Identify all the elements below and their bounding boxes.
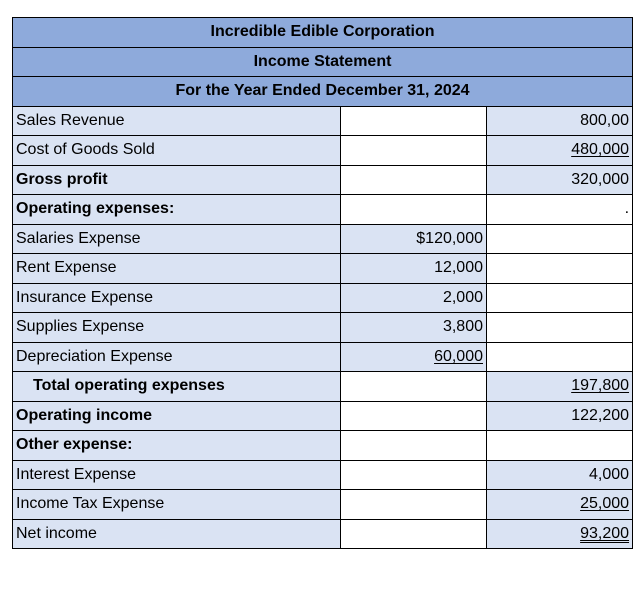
row-label[interactable]: Interest Expense bbox=[13, 460, 341, 490]
row-label[interactable]: Salaries Expense bbox=[13, 224, 341, 254]
table-row-income-tax bbox=[13, 490, 633, 520]
amount-col1[interactable] bbox=[341, 431, 487, 461]
row-label[interactable]: Gross profit bbox=[13, 165, 341, 195]
row-label[interactable]: Income Tax Expense bbox=[13, 490, 341, 520]
table-row-net-income bbox=[13, 519, 633, 549]
table-row-total-operating-expenses bbox=[13, 372, 633, 402]
table-row-insurance bbox=[13, 283, 633, 313]
amount-col1[interactable] bbox=[341, 372, 487, 402]
table-row-sales-revenue bbox=[13, 106, 633, 136]
amount-col1[interactable] bbox=[341, 460, 487, 490]
amount-col1[interactable]: $120,000 bbox=[341, 224, 487, 254]
row-label[interactable]: Sales Revenue bbox=[13, 106, 341, 136]
row-label[interactable]: Supplies Expense bbox=[13, 313, 341, 343]
table-row-other-expense bbox=[13, 431, 633, 461]
amount-col2[interactable]: 4,000 bbox=[487, 460, 633, 490]
amount-col2[interactable] bbox=[487, 431, 633, 461]
table-row-gross-profit bbox=[13, 165, 633, 195]
amount-col2[interactable] bbox=[487, 313, 633, 343]
table-row-operating-expenses bbox=[13, 195, 633, 225]
amount-col2: 480,000 bbox=[571, 141, 630, 159]
row-label[interactable]: Operating income bbox=[13, 401, 341, 431]
company-name: Incredible Edible Corporation bbox=[13, 18, 633, 48]
amount-col1[interactable] bbox=[341, 136, 487, 166]
row-label[interactable]: Net income bbox=[13, 519, 341, 549]
amount-col2[interactable] bbox=[487, 254, 633, 284]
statement-period: For the Year Ended December 31, 2024 bbox=[13, 77, 633, 107]
amount-col2[interactable] bbox=[487, 342, 633, 372]
amount-col2[interactable] bbox=[487, 224, 633, 254]
row-label[interactable]: Depreciation Expense bbox=[13, 342, 341, 372]
statement-title: Income Statement bbox=[13, 47, 633, 77]
table-row-interest bbox=[13, 460, 633, 490]
amount-col1: 60,000 bbox=[434, 347, 483, 365]
amount-col1[interactable]: 12,000 bbox=[341, 254, 487, 284]
amount-col1[interactable] bbox=[341, 490, 487, 520]
row-label[interactable]: Total operating expenses bbox=[13, 372, 341, 402]
income-statement-table bbox=[12, 17, 633, 549]
table-row-salaries bbox=[13, 224, 633, 254]
row-label[interactable]: Cost of Goods Sold bbox=[13, 136, 341, 166]
amount-col1[interactable]: 3,800 bbox=[341, 313, 487, 343]
amount-col1[interactable] bbox=[341, 165, 487, 195]
row-label[interactable]: Other expense: bbox=[13, 431, 341, 461]
amount-col1[interactable]: 2,000 bbox=[341, 283, 487, 313]
amount-col1[interactable] bbox=[341, 106, 487, 136]
amount-col2: 25,000 bbox=[580, 495, 630, 513]
row-label[interactable]: Insurance Expense bbox=[13, 283, 341, 313]
amount-col2[interactable]: 800,00 bbox=[487, 106, 633, 136]
table-row-rent bbox=[13, 254, 633, 284]
amount-col2[interactable]: . bbox=[487, 195, 633, 225]
table-row-supplies bbox=[13, 313, 633, 343]
table-row-operating-income bbox=[13, 401, 633, 431]
table-row-cogs bbox=[13, 136, 633, 166]
row-label[interactable]: Rent Expense bbox=[13, 254, 341, 284]
amount-col2: 93,200 bbox=[580, 524, 630, 542]
amount-col1[interactable] bbox=[341, 519, 487, 549]
amount-col2[interactable]: 122,200 bbox=[487, 401, 633, 431]
row-label[interactable]: Operating expenses: bbox=[13, 195, 341, 225]
amount-col1[interactable] bbox=[341, 401, 487, 431]
amount-col1[interactable] bbox=[341, 195, 487, 225]
amount-col2[interactable] bbox=[487, 283, 633, 313]
amount-col2: 197,800 bbox=[571, 377, 630, 395]
table-row-depreciation bbox=[13, 342, 633, 372]
amount-col2[interactable]: 320,000 bbox=[487, 165, 633, 195]
